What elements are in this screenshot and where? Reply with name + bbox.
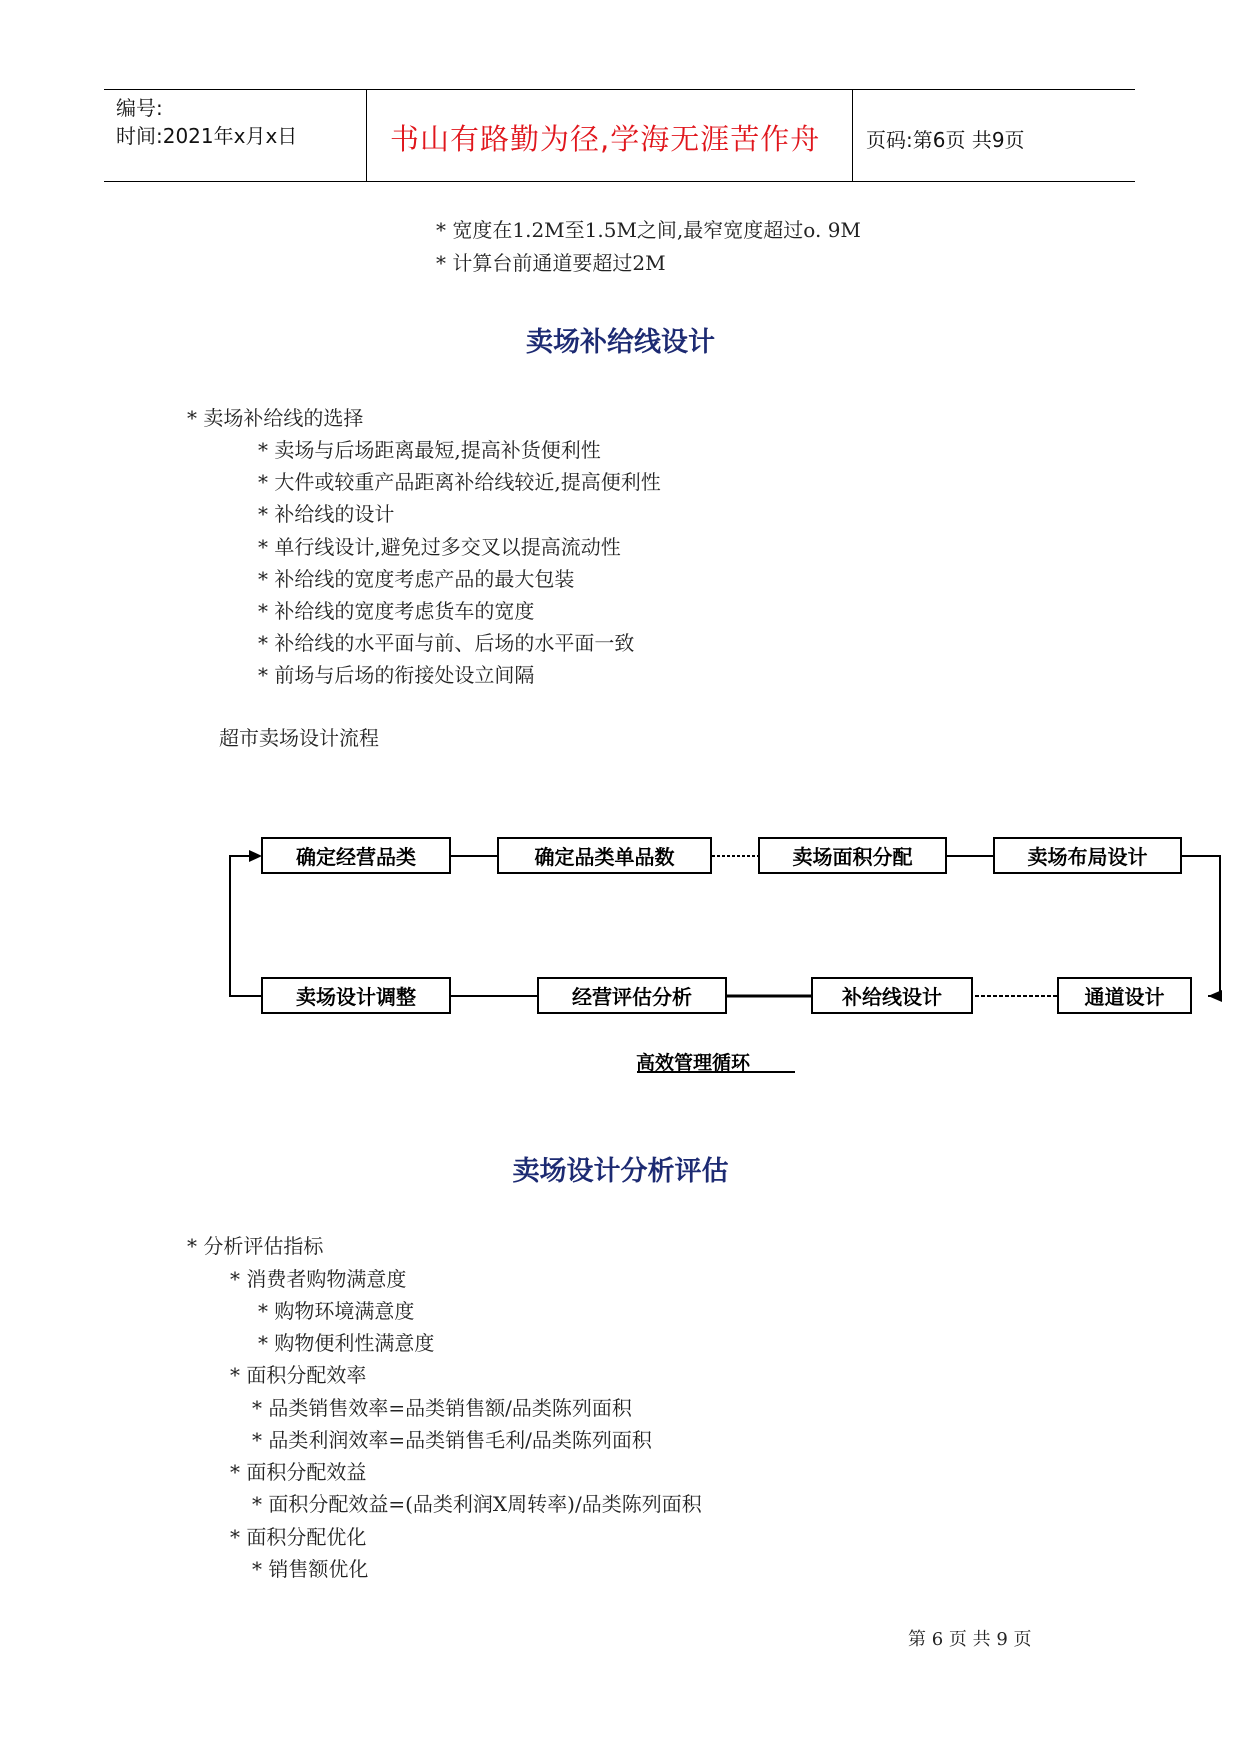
flow-box-aisle-design: 通道设计 (1057, 977, 1192, 1014)
intro-line: * 计算台前通道要超过2M (436, 251, 666, 275)
list-item: * 品类销售效率=品类销售额/品类陈列面积 (252, 1396, 632, 1420)
list-item: * 购物环境满意度 (258, 1299, 415, 1323)
header-page-label: 页码:第6页 共9页 (866, 128, 1025, 152)
flow-cycle-label: 高效管理循环 (636, 1052, 751, 1074)
list-item: * 前场与后场的衔接处设立间隔 (258, 663, 535, 687)
flow-box-operation-analysis: 经营评估分析 (537, 977, 727, 1014)
flow-box-supply-line-design: 补给线设计 (811, 977, 973, 1014)
list-item: * 销售额优化 (252, 1557, 369, 1581)
header-motto: 书山有路勤为径,学海无涯苦作舟 (390, 122, 821, 156)
list-item: * 补给线的宽度考虑货车的宽度 (258, 599, 535, 623)
intro-line: * 宽度在1.2M至1.5M之间,最窄宽度超过o. 9M (436, 218, 861, 242)
flow-box-area-allocation: 卖场面积分配 (758, 837, 947, 874)
flow-box-design-adjustment: 卖场设计调整 (261, 977, 451, 1014)
list-item: * 消费者购物满意度 (230, 1267, 407, 1291)
list-item: * 补给线的宽度考虑产品的最大包装 (258, 567, 575, 591)
section-title-supply-line: 卖场补给线设计 (526, 327, 715, 358)
flow-box-confirm-sku-count: 确定品类单品数 (497, 837, 712, 874)
list-item: * 单行线设计,避免过多交叉以提高流动性 (258, 535, 621, 559)
list-item: * 补给线的水平面与前、后场的水平面一致 (258, 631, 635, 655)
flow-box-layout-design: 卖场布局设计 (993, 837, 1182, 874)
list-item: * 分析评估指标 (187, 1234, 324, 1258)
list-item: * 补给线的设计 (258, 502, 395, 526)
header-time-label: 时间:2021年x月x日 (116, 124, 298, 148)
list-item: * 面积分配效益 (230, 1460, 367, 1484)
arrowhead-icon (1208, 990, 1222, 1002)
header-number-label: 编号: (116, 96, 163, 120)
list-item: * 面积分配优化 (230, 1525, 367, 1549)
list-item: * 面积分配效益=(品类利润X周转率)/品类陈列面积 (252, 1492, 702, 1516)
list-item: * 卖场与后场距离最短,提高补货便利性 (258, 438, 601, 462)
flow-caption: 超市卖场设计流程 (219, 726, 379, 750)
flow-box-confirm-categories: 确定经营品类 (261, 837, 451, 874)
connector-line (1182, 856, 1220, 996)
list-item: * 购物便利性满意度 (258, 1331, 435, 1355)
bullet-main: * 卖场补给线的选择 (187, 406, 364, 430)
connector-line (230, 856, 261, 996)
list-item: * 面积分配效率 (230, 1363, 367, 1387)
list-item: * 大件或较重产品距离补给线较近,提高便利性 (258, 470, 661, 494)
section-title-analysis: 卖场设计分析评估 (512, 1156, 729, 1187)
list-item: * 品类利润效率=品类销售毛利/品类陈列面积 (252, 1428, 652, 1452)
page-footer: 第 6 页 共 9 页 (908, 1629, 1032, 1650)
